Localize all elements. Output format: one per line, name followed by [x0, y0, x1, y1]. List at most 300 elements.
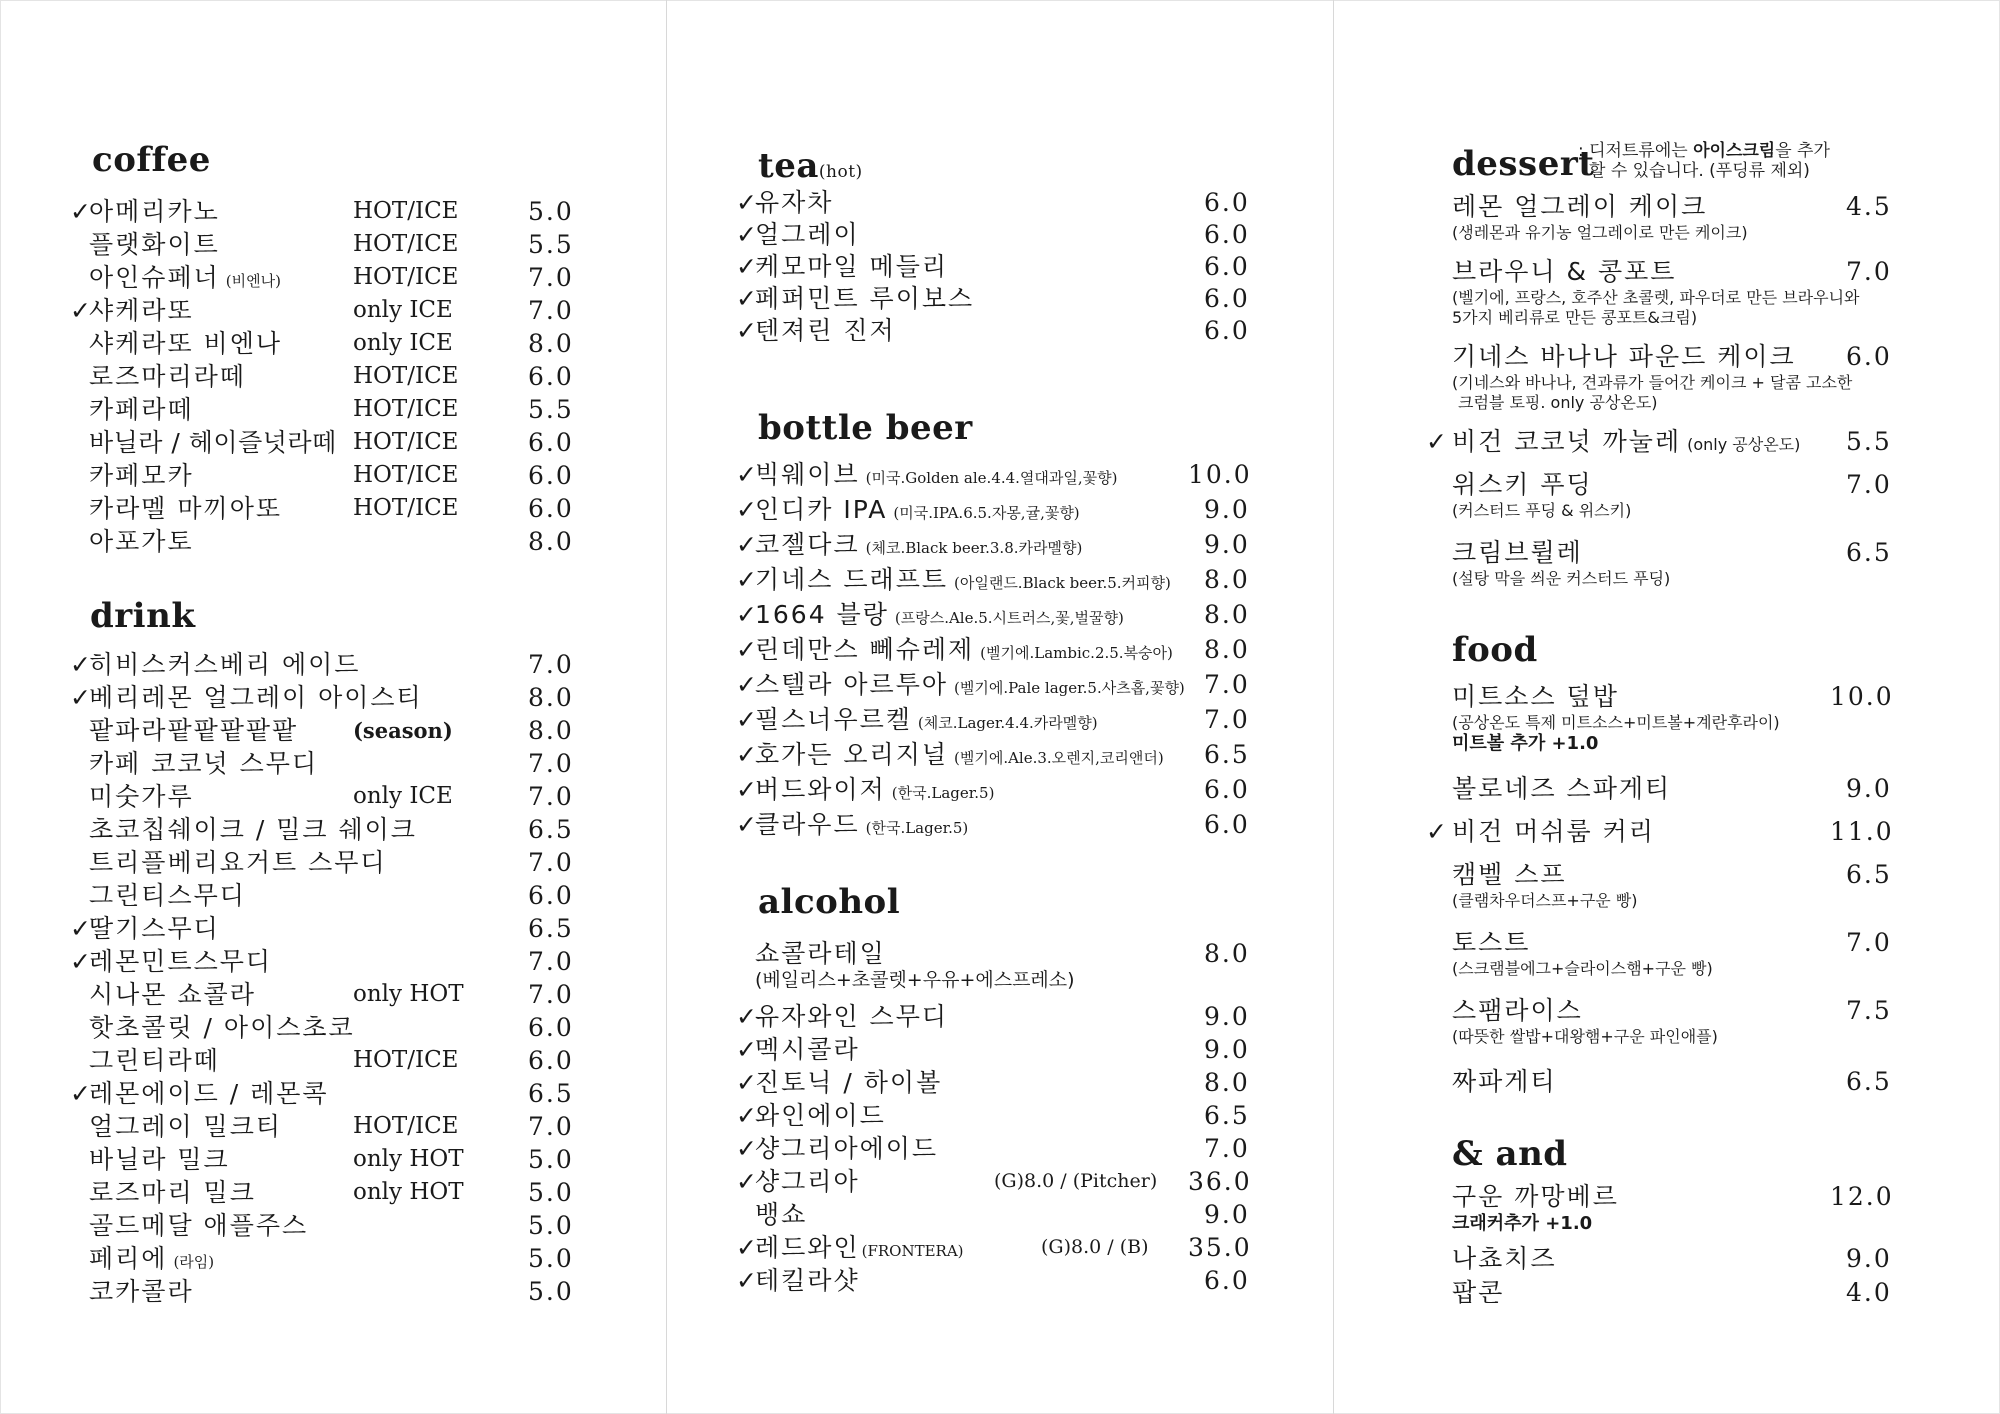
- item-name: 샤케라또: [89, 296, 194, 325]
- item-price: 9.0: [1204, 1035, 1250, 1064]
- menu-item: [736, 282, 1256, 315]
- menu-item: [70, 648, 590, 681]
- item-price: 6.0: [528, 461, 574, 490]
- item-name: 카라멜 마끼아또: [89, 494, 282, 523]
- item-price: 5.5: [528, 230, 574, 259]
- dessert-title: dessert: [1452, 144, 1595, 184]
- item-name: 플랫화이트: [89, 230, 220, 259]
- menu-item: [736, 314, 1256, 347]
- menu-item: [736, 493, 1256, 526]
- menu-item: [736, 668, 1256, 701]
- menu-item: [70, 360, 590, 393]
- item-name: [755, 458, 1118, 495]
- item-option: HOT/ICE: [353, 264, 459, 290]
- item-name: 레몬민트스무디: [89, 947, 273, 976]
- item-option: HOT/ICE: [353, 363, 459, 389]
- item-name-text: 페리에: [89, 1244, 168, 1273]
- item-name-text: 스텔라 아르투아: [755, 670, 948, 699]
- item-note: (only 공상온도): [1687, 435, 1801, 454]
- item-price: 6.0: [1204, 1266, 1250, 1295]
- check-icon: ✓: [70, 650, 91, 679]
- check-icon: ✓: [736, 1167, 757, 1196]
- item-note: (프랑스.Ale.5.시트러스,꽃,벌꿀향): [894, 609, 1124, 627]
- check-icon: ✓: [736, 1134, 757, 1163]
- dessert-note: [1578, 142, 1830, 161]
- bottle-beer-section: [736, 408, 1256, 848]
- check-icon: ✓: [70, 947, 91, 976]
- item-description: (벨기에, 프랑스, 호주산 초콜렛, 파우더로 만든 브라우니와: [1452, 288, 1860, 307]
- menu-item: [70, 294, 590, 327]
- item-name: [755, 668, 1185, 705]
- menu-item: [736, 738, 1256, 771]
- item-name: 나쵸치즈: [1452, 1244, 1557, 1273]
- menu-item: [70, 1176, 590, 1209]
- menu-item: [1426, 340, 1926, 373]
- item-price: 9.0: [1204, 530, 1250, 559]
- item-price: 8.0: [1204, 635, 1250, 664]
- item-note: (체코.Black beer.3.8.카라멜향): [865, 539, 1083, 557]
- menu-item: [70, 459, 590, 492]
- item-price: 7.0: [528, 650, 574, 679]
- item-name: 테킬라샷: [755, 1266, 860, 1295]
- menu-item: [70, 492, 590, 525]
- item-price: 6.0: [1204, 284, 1250, 313]
- item-price: 7.0: [528, 296, 574, 325]
- item-price: 7.0: [1204, 1134, 1250, 1163]
- menu-item: [1426, 1276, 1926, 1309]
- item-option: (G)8.0 / (B): [1041, 1236, 1149, 1258]
- food-title: food: [1452, 630, 1538, 670]
- menu-item: [736, 1165, 1256, 1198]
- menu-item: [70, 912, 590, 945]
- dessert-section: [1426, 140, 1926, 610]
- tea-title-suffix: (hot): [818, 162, 863, 182]
- menu-item: [70, 846, 590, 879]
- item-name: 샹그리아에이드: [755, 1134, 939, 1163]
- item-price: 7.0: [1204, 670, 1250, 699]
- item-option: HOT/ICE: [353, 396, 459, 422]
- item-description: (기네스와 바나나, 견과류가 들어간 케이크 + 달콤 고소한: [1452, 373, 1853, 392]
- item-name: 샹그리아: [755, 1167, 860, 1196]
- menu-item: [1426, 1180, 1926, 1213]
- check-icon: ✓: [736, 565, 757, 594]
- and-section: [1426, 1134, 1926, 1314]
- menu-item: [736, 937, 1256, 970]
- item-name-text: 클라우드: [755, 810, 860, 839]
- item-name-text: 기네스 드래프트: [755, 565, 948, 594]
- item-name-text: 레드와인: [755, 1233, 860, 1262]
- menu-item: [70, 426, 590, 459]
- item-price: 7.0: [528, 749, 574, 778]
- item-price: 7.0: [528, 782, 574, 811]
- item-price: 7.0: [1204, 705, 1250, 734]
- item-name: 진토닉 / 하이볼: [755, 1068, 943, 1097]
- item-option: only ICE: [353, 330, 453, 356]
- menu-item: [70, 1077, 590, 1110]
- menu-item: [736, 1132, 1256, 1165]
- item-name: 레몬에이드 / 레몬콕: [89, 1079, 329, 1108]
- item-name: [1452, 425, 1800, 461]
- item-price: 6.5: [1846, 1067, 1892, 1096]
- item-price: 5.0: [528, 1178, 574, 1207]
- item-price: 6.5: [1846, 538, 1892, 567]
- item-price: 6.0: [528, 1046, 574, 1075]
- item-description: 크럼블 토핑. only 공상온도): [1458, 393, 1658, 412]
- item-price: 6.5: [1204, 740, 1250, 769]
- check-icon: ✓: [736, 705, 757, 734]
- item-name-text: 아인슈페너: [89, 263, 220, 292]
- menu-item: [70, 1143, 590, 1176]
- item-name: 골드메달 애플주스: [89, 1211, 309, 1240]
- check-icon: ✓: [736, 252, 757, 281]
- menu-item: [1426, 1065, 1926, 1098]
- item-price: 7.0: [1846, 928, 1892, 957]
- menu-item: [70, 1242, 590, 1275]
- menu-item: [736, 808, 1256, 841]
- alcohol-section: [736, 882, 1256, 1302]
- item-name: 쇼콜라테일: [755, 939, 886, 968]
- item-name: [755, 563, 1171, 600]
- check-icon: ✓: [736, 530, 757, 559]
- item-option: only ICE: [353, 297, 453, 323]
- menu-item: [736, 1198, 1256, 1231]
- item-description: (따뜻한 쌀밥+대왕햄+구운 파인애플): [1452, 1027, 1718, 1046]
- item-name: 미트소스 덮밥: [1452, 682, 1619, 711]
- item-name: 와인에이드: [755, 1101, 886, 1130]
- menu-item: [70, 1275, 590, 1308]
- tea-title: [758, 146, 863, 186]
- item-name: 구운 까망베르: [1452, 1182, 1619, 1211]
- item-price: 5.0: [528, 1277, 574, 1306]
- item-price: 6.5: [1846, 860, 1892, 889]
- menu-item: [736, 1066, 1256, 1099]
- item-price: 5.5: [1846, 427, 1892, 456]
- item-description: (공상온도 특제 미트소스+미트볼+계란후라이): [1452, 713, 1780, 732]
- menu-item: [736, 1264, 1256, 1297]
- item-description: (커스터드 푸딩 & 위스키): [1452, 501, 1632, 520]
- menu-item: [70, 879, 590, 912]
- item-name-text: 비건 코코넛 까눌레: [1452, 427, 1682, 456]
- menu-item: [1426, 255, 1926, 288]
- item-note: (아일랜드.Black beer.5.커피향): [954, 574, 1171, 592]
- menu-item: [1426, 1242, 1926, 1275]
- menu-item: [1426, 858, 1926, 891]
- item-price: 5.0: [528, 1211, 574, 1240]
- check-icon: ✓: [70, 1079, 91, 1108]
- item-name-text: 1664 블랑: [755, 600, 889, 629]
- item-name: 카페 코코넛 스무디: [89, 749, 319, 778]
- item-name: 바닐라 밀크: [89, 1145, 230, 1174]
- item-name: [755, 703, 1098, 740]
- menu-item: [736, 1000, 1256, 1033]
- menu-item: [70, 228, 590, 261]
- menu-item: [70, 714, 590, 747]
- item-name: 뱅쇼: [755, 1200, 808, 1229]
- check-icon: ✓: [736, 600, 757, 629]
- menu-item: [736, 633, 1256, 666]
- check-icon: ✓: [736, 1068, 757, 1097]
- item-name-text: 호가든 오리지널: [755, 740, 948, 769]
- menu-item: [1426, 468, 1926, 501]
- menu-item: [70, 525, 590, 558]
- check-icon: ✓: [736, 220, 757, 249]
- item-description: (생레몬과 유기농 얼그레이로 만든 케이크): [1452, 223, 1748, 242]
- item-note: (벨기에.Pale lager.5.사츠홉,꽃향): [954, 679, 1185, 697]
- item-name: 로즈마리 밀크: [89, 1178, 256, 1207]
- item-price: 6.0: [528, 362, 574, 391]
- item-option: (season): [353, 718, 453, 743]
- item-name: 초코칩쉐이크 / 밀크 쉐이크: [89, 815, 417, 844]
- item-name: [755, 528, 1082, 565]
- item-price: 8.0: [528, 683, 574, 712]
- menu-item: [736, 1099, 1256, 1132]
- menu-item: [70, 1110, 590, 1143]
- item-price: 5.0: [528, 197, 574, 226]
- menu-item: [736, 186, 1256, 219]
- menu-item: [736, 703, 1256, 736]
- item-price: 9.0: [1204, 1200, 1250, 1229]
- item-price: 5.0: [528, 1145, 574, 1174]
- alcohol-title: alcohol: [758, 882, 901, 922]
- item-price: 6.0: [1204, 252, 1250, 281]
- item-name: 그린티라떼: [89, 1046, 220, 1075]
- menu-item: [1426, 772, 1926, 805]
- item-name: 기네스 바나나 파운드 케이크: [1452, 342, 1796, 371]
- item-price: 6.0: [1204, 188, 1250, 217]
- item-name: 시나몬 쇼콜라: [89, 980, 256, 1009]
- check-icon: ✓: [736, 284, 757, 313]
- item-note: (미국.IPA.6.5.자몽,귤,꽃향): [893, 504, 1080, 522]
- item-price: 12.0: [1830, 1182, 1894, 1211]
- drink-section: [70, 596, 590, 1316]
- menu-item: [736, 598, 1256, 631]
- item-price: 8.0: [1204, 939, 1250, 968]
- column-divider-left: [666, 0, 667, 1414]
- dessert-note-post: 을 추가: [1775, 141, 1830, 161]
- item-name: 토스트: [1452, 928, 1531, 957]
- item-name: 레몬 얼그레이 케이크: [1452, 192, 1708, 221]
- item-name: [755, 633, 1173, 670]
- item-price: 6.5: [528, 815, 574, 844]
- item-description: 5가지 베리류로 만든 콩포트&크림): [1452, 308, 1698, 327]
- bottle-beer-title: bottle beer: [758, 408, 973, 448]
- item-price: 9.0: [1204, 495, 1250, 524]
- item-price: 6.0: [1846, 342, 1892, 371]
- item-name: [89, 261, 281, 298]
- item-note: (비엔나): [225, 272, 281, 290]
- item-name: 핫초콜릿 / 아이스초코: [89, 1013, 355, 1042]
- item-price: 7.0: [528, 1112, 574, 1141]
- menu-item: [70, 747, 590, 780]
- menu-item: [70, 261, 590, 294]
- item-name: 카페라떼: [89, 395, 194, 424]
- check-icon: ✓: [736, 810, 757, 839]
- item-name: 미숫가루: [89, 782, 194, 811]
- item-price: 6.0: [1204, 316, 1250, 345]
- item-name: 멕시콜라: [755, 1035, 860, 1064]
- item-name: 샤케라또 비엔나: [89, 329, 282, 358]
- item-note: (라임): [173, 1253, 215, 1271]
- item-addon: 크래커추가 +1.0: [1452, 1213, 1593, 1234]
- item-option: HOT/ICE: [353, 198, 459, 224]
- item-note: (미국.Golden ale.4.4.열대과일,꽃향): [865, 469, 1118, 487]
- item-price: 7.0: [528, 848, 574, 877]
- item-price: 7.5: [1846, 996, 1892, 1025]
- item-name-text: 빅웨이브: [755, 460, 860, 489]
- item-name: 팝콘: [1452, 1278, 1505, 1307]
- item-price: 11.0: [1830, 817, 1894, 846]
- item-name: [755, 773, 994, 810]
- check-icon: ✓: [736, 1233, 757, 1262]
- check-icon: ✓: [736, 740, 757, 769]
- food-section: [1426, 630, 1926, 1100]
- item-name-text: 린데만스 뻬슈레제: [755, 635, 975, 664]
- item-name: 케모마일 메들리: [755, 252, 948, 281]
- item-price: 8.0: [528, 527, 574, 556]
- menu-item: [70, 945, 590, 978]
- item-price: 8.0: [1204, 1068, 1250, 1097]
- item-option: HOT/ICE: [353, 462, 459, 488]
- item-price: 8.0: [1204, 600, 1250, 629]
- column-divider-right: [1333, 0, 1334, 1414]
- item-name: 유자와인 스무디: [755, 1002, 948, 1031]
- item-price: 7.0: [1846, 257, 1892, 286]
- item-name-text: 코젤다크: [755, 530, 860, 559]
- item-name: 페퍼민트 루이보스: [755, 284, 975, 313]
- item-price: 6.0: [528, 1013, 574, 1042]
- item-price: 5.0: [528, 1244, 574, 1273]
- item-price: 5.5: [528, 395, 574, 424]
- check-icon: ✓: [736, 670, 757, 699]
- item-name: 캠벨 스프: [1452, 860, 1567, 889]
- menu-item: [1426, 994, 1926, 1027]
- menu-item: [736, 218, 1256, 251]
- item-name: 브라우니 & 콩포트: [1452, 257, 1677, 286]
- menu-item: [70, 195, 590, 228]
- item-option: only HOT: [353, 981, 464, 1007]
- menu-item: [1426, 190, 1926, 223]
- item-price: 35.0: [1188, 1233, 1252, 1262]
- item-name: [755, 598, 1124, 635]
- item-option: HOT/ICE: [353, 1047, 459, 1073]
- item-price: 4.5: [1846, 192, 1892, 221]
- check-icon: ✓: [736, 1035, 757, 1064]
- item-name: 얼그레이: [755, 220, 860, 249]
- item-name: 팥파라팥팥팥팥팥: [89, 716, 299, 745]
- item-price: 9.0: [1846, 1244, 1892, 1273]
- item-name: 스팸라이스: [1452, 996, 1583, 1025]
- item-description: (베일리스+초콜렛+우유+에스프레소): [755, 969, 1075, 991]
- item-note: (벨기에.Lambic.2.5.복숭아): [980, 644, 1173, 662]
- item-price: 36.0: [1188, 1167, 1252, 1196]
- check-icon: ✓: [736, 316, 757, 345]
- menu-item: [1426, 926, 1926, 959]
- item-name: 그린티스무디: [89, 881, 246, 910]
- coffee-section: [70, 140, 590, 560]
- tea-section: [736, 146, 1256, 356]
- item-name: 로즈마리라떼: [89, 362, 246, 391]
- item-option: HOT/ICE: [353, 1113, 459, 1139]
- item-name: 아메리카노: [89, 197, 220, 226]
- menu-item: [736, 563, 1256, 596]
- menu-item: [736, 773, 1256, 806]
- item-price: 10.0: [1188, 460, 1252, 489]
- item-price: 9.0: [1846, 774, 1892, 803]
- menu-item: [1426, 425, 1926, 458]
- item-name: [89, 1242, 214, 1279]
- item-name: [755, 808, 968, 845]
- check-icon: ✓: [70, 197, 91, 226]
- item-price: 6.0: [1204, 810, 1250, 839]
- item-name: [755, 493, 1080, 530]
- menu-item: [70, 681, 590, 714]
- item-price: 10.0: [1830, 682, 1894, 711]
- item-note: (한국.Lager.5): [865, 819, 969, 837]
- check-icon: ✓: [70, 914, 91, 943]
- check-icon: ✓: [736, 1101, 757, 1130]
- item-name: 볼로네즈 스파게티: [1452, 774, 1672, 803]
- dessert-note-line2: 할 수 있습니다. (푸딩류 제외): [1589, 161, 1810, 181]
- item-name: 얼그레이 밀크티: [89, 1112, 282, 1141]
- check-icon: ✓: [736, 460, 757, 489]
- item-name: 베리레몬 얼그레이 아이스티: [89, 683, 423, 712]
- item-addon: 미트볼 추가 +1.0: [1452, 733, 1599, 754]
- item-price: 6.5: [528, 914, 574, 943]
- item-name: 바닐라 / 헤이즐넛라떼: [89, 428, 337, 457]
- menu-item: [736, 1231, 1256, 1264]
- item-name: 히비스커스베리 에이드: [89, 650, 361, 679]
- item-description: (클램차우더스프+구운 빵): [1452, 891, 1638, 910]
- item-name: [755, 738, 1164, 775]
- menu-item: [1426, 815, 1926, 848]
- item-price: 6.0: [528, 881, 574, 910]
- item-price: 6.5: [1204, 1101, 1250, 1130]
- dessert-note-bold: 아이스크림: [1693, 141, 1776, 161]
- item-price: 8.0: [528, 716, 574, 745]
- item-name: 트리플베리요거트 스무디: [89, 848, 387, 877]
- item-option: only HOT: [353, 1146, 464, 1172]
- item-price: 6.0: [1204, 220, 1250, 249]
- item-name: 텐져린 진저: [755, 316, 896, 345]
- item-name: 위스키 푸딩: [1452, 470, 1593, 499]
- coffee-title: coffee: [92, 140, 211, 180]
- item-price: 6.0: [1204, 775, 1250, 804]
- item-option: only ICE: [353, 783, 453, 809]
- item-option: only HOT: [353, 1179, 464, 1205]
- menu-item: [70, 1011, 590, 1044]
- item-note: (벨기에.Ale.3.오렌지,코리앤더): [954, 749, 1164, 767]
- and-title: & and: [1452, 1134, 1568, 1174]
- check-icon: ✓: [70, 683, 91, 712]
- check-icon: ✓: [1426, 817, 1447, 846]
- check-icon: ✓: [1426, 427, 1447, 456]
- check-icon: ✓: [736, 495, 757, 524]
- item-option: HOT/ICE: [353, 231, 459, 257]
- item-price: 8.0: [1204, 565, 1250, 594]
- menu-item: [70, 978, 590, 1011]
- item-price: 7.0: [528, 263, 574, 292]
- menu-item: [70, 327, 590, 360]
- item-description: (스크램블에그+슬라이스햄+구운 빵): [1452, 959, 1713, 978]
- menu-item: [70, 780, 590, 813]
- tea-title-text: tea: [758, 146, 819, 186]
- menu-item: [736, 528, 1256, 561]
- menu-item: [736, 250, 1256, 283]
- item-note: (한국.Lager.5): [891, 784, 995, 802]
- item-option: HOT/ICE: [353, 429, 459, 455]
- item-name-text: 버드와이저: [755, 775, 886, 804]
- item-price: 6.0: [528, 494, 574, 523]
